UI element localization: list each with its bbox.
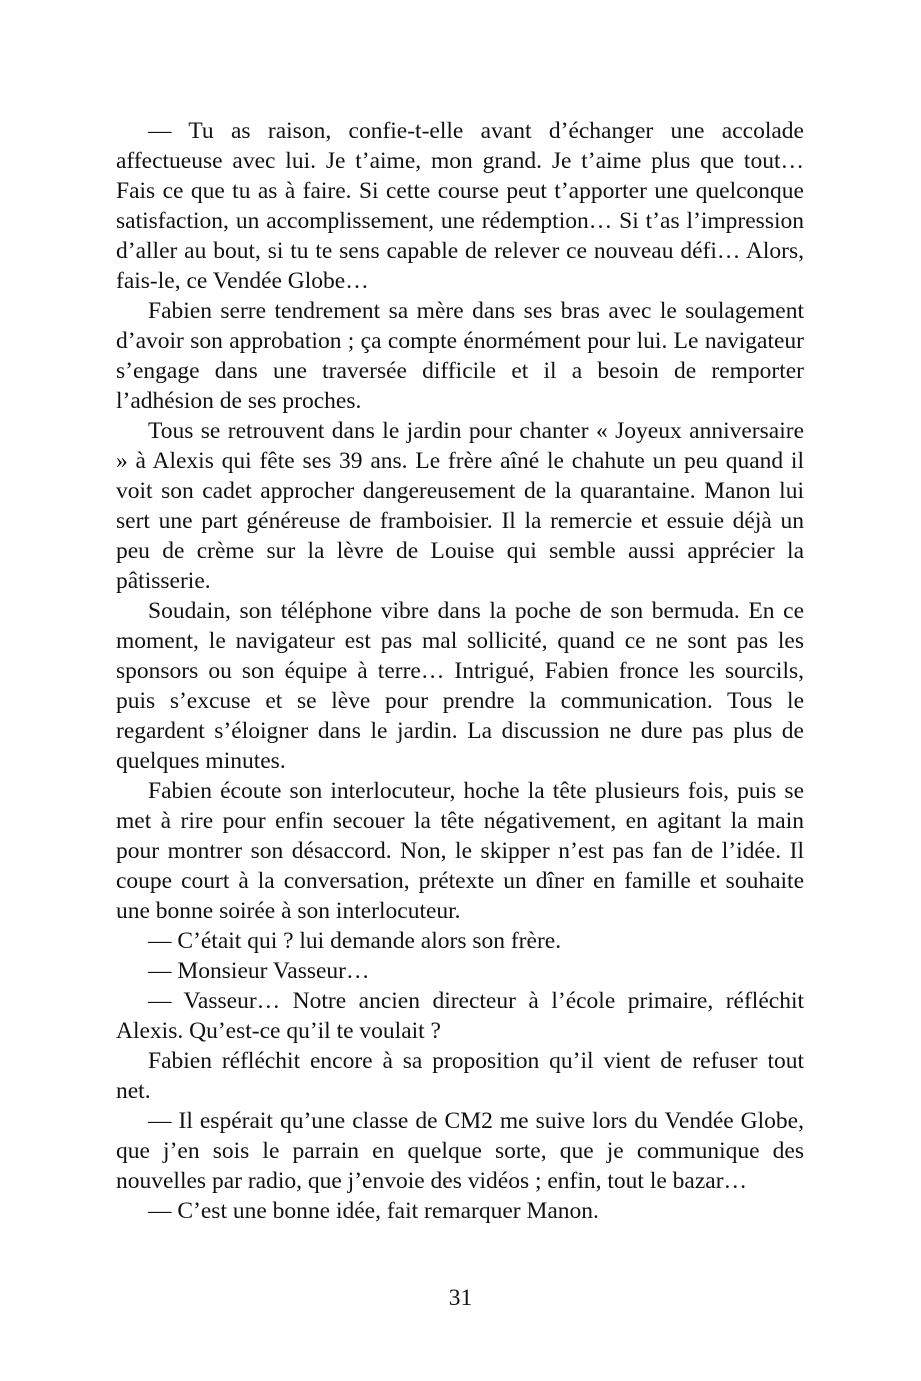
paragraph: Fabien écoute son interlocuteur, hoche la tête plusieurs fois, puis se met à rire pour enfin secouer la tête négativement, en agitant la main pour montrer son désaccord. Non, le skipper n’est pas fan de l’idée. Il coupe court à la conversation, prétexte un dîner en famille et souhaite une bonne soirée à son interlocuteur. (116, 778, 804, 924)
dialogue-line: — Il espérait qu’une classe de CM2 me suive lors du Vendée Globe, que j’en sois le parrain en quelque sorte, que je communique des nouvelles par radio, que j’envoie des vidéos ; enfin, tout le bazar… (116, 1108, 804, 1194)
paragraph: Fabien serre tendrement sa mère dans ses bras avec le soulagement d’avoir son approbation ; ça compte énormément pour lui. Le navigateur s’engage dans une traversée difficile et il a besoin de remporter l’adhésion de ses proches. (116, 298, 804, 414)
paragraph: Tous se retrouvent dans le jardin pour chanter « Joyeux anniversaire » à Alexis qui fête ses 39 ans. Le frère aîné le chahute un peu quand il voit son cadet approcher dangereusement de la quarantaine. Manon lui sert une part généreuse de framboisier. Il la remercie et essuie déjà un peu de crème sur la lèvre de Louise qui semble aussi apprécier la pâtisserie. (116, 418, 804, 594)
dialogue-line: — C’est une bonne idée, fait remarquer Manon. (148, 1198, 599, 1224)
page-number: 31 (448, 1285, 473, 1311)
dialogue-line: — C’était qui ? lui demande alors son frère. (148, 928, 562, 954)
dialogue-line: — Vasseur… Notre ancien directeur à l’école primaire, réfléchit Alexis. Qu’est-ce qu’il te voulait ? (116, 988, 804, 1044)
paragraph: Soudain, son téléphone vibre dans la poche de son bermuda. En ce moment, le navigateur est pas mal sollicité, quand ce ne sont pas les sponsors ou son équipe à terre… Intrigué, Fabien fronce les sourcils, puis s’excuse et se lève pour prendre la communication. Tous le regardent s’éloigner dans le jardin. La discussion ne dure pas plus de quelques minutes. (116, 598, 804, 774)
dialogue-line: — Monsieur Vasseur… (148, 958, 370, 984)
body-text (116, 116, 804, 1226)
paragraph: — Tu as raison, confie-t-elle avant d’échanger une accolade affectueuse avec lui. Je t’aime, mon grand. Je t’aime plus que tout… Fais ce que tu as à faire. Si cette course peut t’apporter une quelconque satisfaction, un accomplissement, une rédemption… Si t’as l’impression d’aller au bout, si tu te sens capable de relever ce nouveau défi… Alors, fais-le, ce Vendée Globe… (116, 118, 804, 294)
paragraph: Fabien réfléchit encore à sa proposition qu’il vient de refuser tout net. (116, 1048, 804, 1104)
